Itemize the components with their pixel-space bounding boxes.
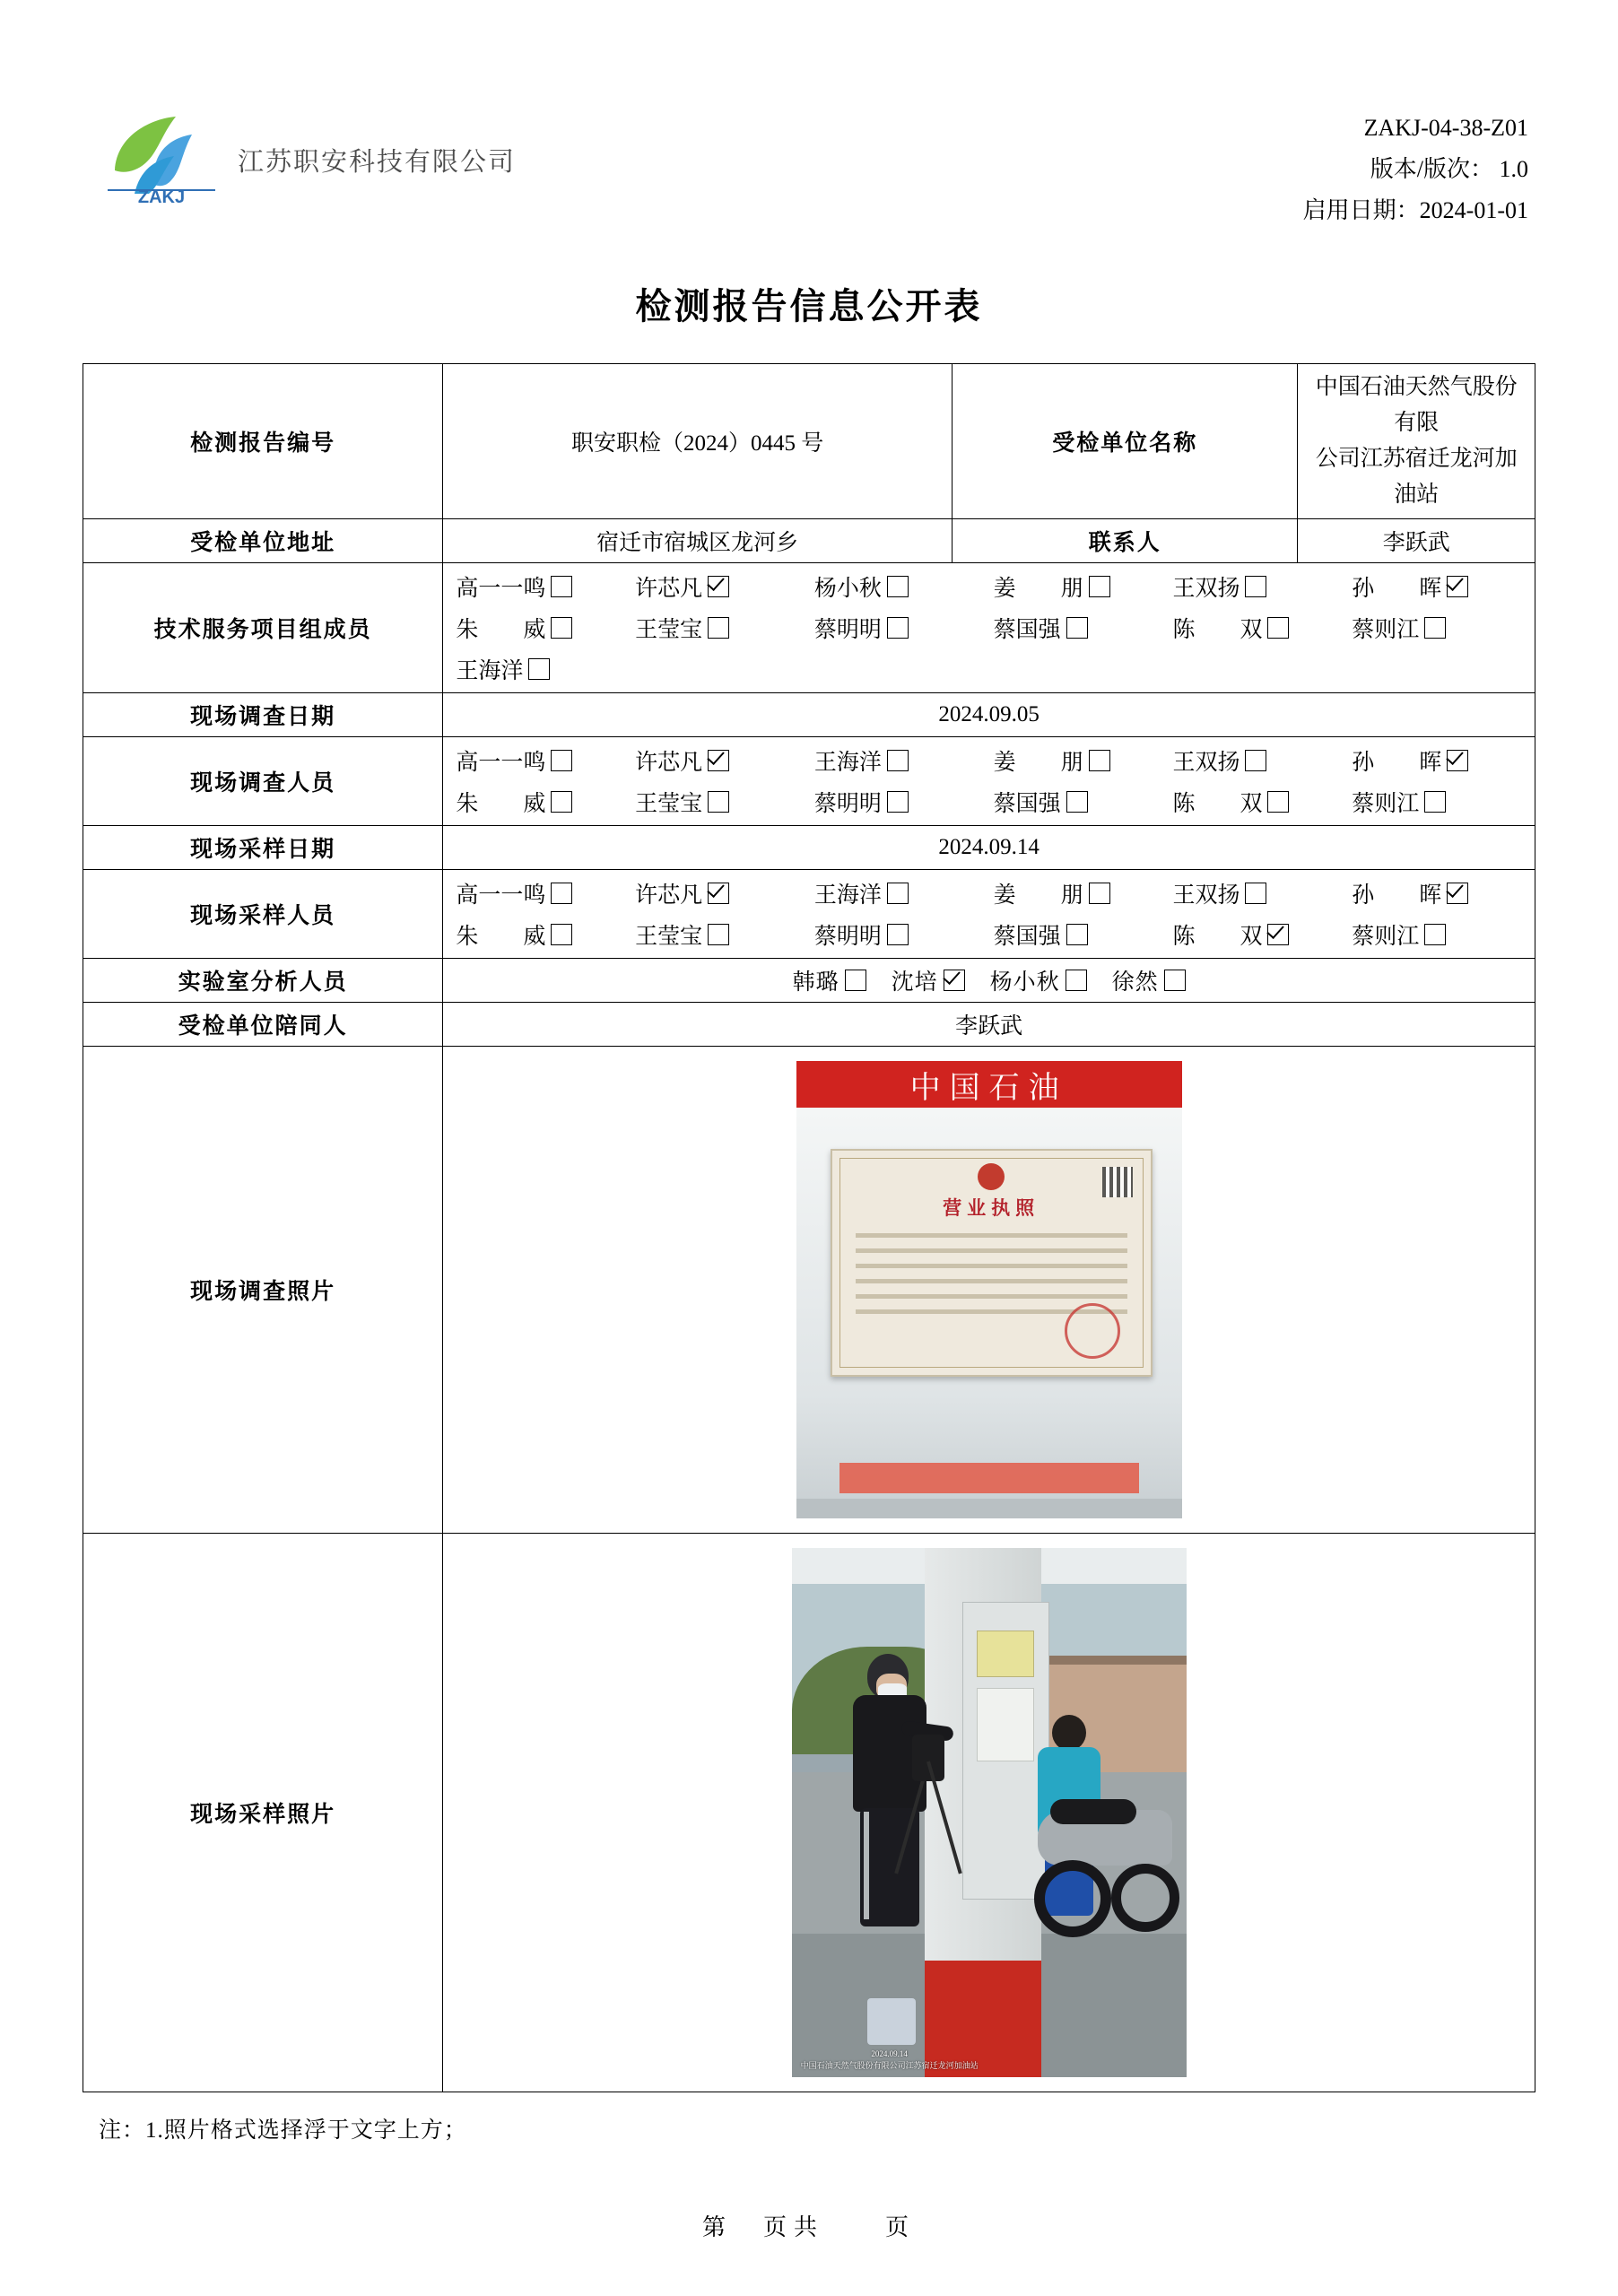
staff-name: 徐然 bbox=[1111, 970, 1159, 995]
staff-name: 蔡国强 bbox=[993, 792, 1061, 816]
contact-label: 联系人 bbox=[953, 519, 1298, 563]
checkbox-icon[interactable] bbox=[887, 883, 909, 904]
checkbox-icon[interactable] bbox=[528, 658, 550, 680]
staff-name: 蔡明明 bbox=[813, 925, 882, 949]
checkbox-checked-icon[interactable] bbox=[708, 576, 729, 597]
staff-name: 蔡则江 bbox=[1352, 925, 1420, 949]
staff-checkbox-item[interactable] bbox=[456, 612, 635, 644]
staff-name: 王莹宝 bbox=[635, 618, 703, 642]
motorcycle bbox=[1029, 1788, 1181, 1941]
team-members-grid bbox=[443, 563, 1535, 692]
checkbox-icon[interactable] bbox=[708, 924, 729, 945]
staff-checkbox-item[interactable] bbox=[1352, 612, 1531, 644]
survey-staff-cell bbox=[443, 737, 1535, 826]
client-name-value bbox=[1298, 364, 1535, 519]
checkbox-icon[interactable] bbox=[551, 924, 572, 945]
survey-date-value: 2024.09.05 bbox=[443, 693, 1535, 737]
client-name-line1: 中国石油天然气股份有限 bbox=[1315, 375, 1518, 435]
staff-checkbox-item[interactable] bbox=[456, 918, 635, 951]
photo-timestamp-date: 2024.09.14 bbox=[871, 2049, 908, 2058]
checkbox-icon[interactable] bbox=[1245, 576, 1266, 597]
report-no-label: 检测报告编号 bbox=[83, 364, 443, 519]
photo-timestamp bbox=[801, 2048, 979, 2072]
staff-checkbox-item[interactable] bbox=[635, 570, 814, 603]
sampling-photo-label: 现场采样照片 bbox=[83, 1534, 443, 2092]
page-title: 检测报告信息公开表 bbox=[635, 287, 983, 326]
staff-name: 高一一鸣 bbox=[456, 577, 546, 601]
staff-checkbox-item[interactable] bbox=[814, 877, 994, 909]
checkbox-icon[interactable] bbox=[887, 576, 909, 597]
staff-name: 王双扬 bbox=[1172, 751, 1240, 775]
staff-checkbox-item[interactable] bbox=[1352, 570, 1531, 603]
staff-name: 蔡明明 bbox=[813, 618, 882, 642]
staff-checkbox-item[interactable] bbox=[994, 612, 1173, 644]
staff-name: 孙 晖 bbox=[1352, 751, 1442, 775]
staff-name: 朱 威 bbox=[456, 792, 546, 816]
team-label: 技术服务项目组成员 bbox=[83, 563, 443, 693]
staff-name: 姜 朋 bbox=[993, 883, 1083, 908]
staff-checkbox-item[interactable] bbox=[635, 918, 814, 951]
staff-name: 朱 威 bbox=[456, 618, 546, 642]
staff-checkbox-item[interactable] bbox=[635, 877, 814, 909]
client-address-value: 宿迁市宿城区龙河乡 bbox=[443, 519, 953, 563]
checkbox-checked-icon[interactable] bbox=[944, 970, 965, 991]
staff-checkbox-item[interactable] bbox=[814, 918, 994, 951]
staff-name: 许芯凡 bbox=[635, 751, 703, 775]
page-header bbox=[90, 108, 1528, 224]
checkbox-icon[interactable] bbox=[1424, 924, 1446, 945]
staff-name: 陈 双 bbox=[1172, 925, 1263, 949]
checkbox-icon[interactable] bbox=[887, 617, 909, 639]
checkbox-icon[interactable] bbox=[551, 576, 572, 597]
staff-checkbox-item[interactable] bbox=[456, 744, 635, 777]
footnote: 注：1.照片格式选择浮于文字上方； bbox=[99, 2118, 467, 2143]
checkbox-icon[interactable] bbox=[1066, 924, 1088, 945]
contact-value: 李跃武 bbox=[1298, 519, 1535, 563]
staff-checkbox-item[interactable] bbox=[456, 877, 635, 909]
staff-checkbox-item[interactable] bbox=[1172, 612, 1352, 644]
staff-name: 朱 威 bbox=[456, 925, 546, 949]
staff-name: 王海洋 bbox=[813, 751, 882, 775]
sampling-tripod bbox=[898, 1738, 961, 1882]
staff-name: 王双扬 bbox=[1172, 883, 1240, 908]
staff-checkbox-item[interactable] bbox=[892, 970, 965, 995]
page-number: 第 页共 页 bbox=[701, 2214, 916, 2240]
staff-name: 杨小秋 bbox=[989, 970, 1060, 995]
staff-name: 蔡明明 bbox=[813, 792, 882, 816]
lab-staff-list bbox=[450, 964, 1527, 996]
checkbox-icon[interactable] bbox=[1164, 970, 1186, 991]
checkbox-icon[interactable] bbox=[551, 883, 572, 904]
staff-name: 孙 晖 bbox=[1352, 577, 1442, 601]
staff-name: 姜 朋 bbox=[993, 751, 1083, 775]
staff-name: 蔡国强 bbox=[993, 925, 1061, 949]
checkbox-icon[interactable] bbox=[708, 617, 729, 639]
table-row bbox=[83, 1534, 1535, 2092]
brand-text: 中国石油 bbox=[909, 1071, 1068, 1105]
staff-checkbox-item[interactable] bbox=[456, 570, 635, 603]
staff-name: 高一一鸣 bbox=[456, 883, 546, 908]
staff-checkbox-item[interactable] bbox=[994, 918, 1173, 951]
survey-photo-cell bbox=[443, 1047, 1535, 1534]
sampling-photo-cell bbox=[443, 1534, 1535, 2092]
checkbox-icon[interactable] bbox=[1267, 617, 1289, 639]
staff-checkbox-item[interactable] bbox=[456, 786, 635, 818]
company-logo bbox=[99, 108, 233, 224]
escort-value: 李跃武 bbox=[443, 1003, 1535, 1047]
qr-code-icon bbox=[1102, 1167, 1133, 1197]
staff-name: 姜 朋 bbox=[993, 577, 1083, 601]
report-no-value: 职安职检（2024）0445 号 bbox=[443, 364, 953, 519]
staff-checkbox-item[interactable] bbox=[1352, 918, 1531, 951]
checkbox-icon[interactable] bbox=[1066, 617, 1088, 639]
checkbox-checked-icon[interactable] bbox=[1447, 750, 1468, 771]
staff-checkbox-item[interactable] bbox=[1172, 786, 1352, 818]
staff-checkbox-item[interactable] bbox=[456, 653, 635, 685]
staff-name: 许芯凡 bbox=[635, 883, 703, 908]
photo-timestamp-location: 中国石油天然气股份有限公司江苏宿迁龙河加油站 bbox=[800, 2061, 979, 2070]
checkbox-icon[interactable] bbox=[1245, 750, 1266, 771]
survey-date-label: 现场调查日期 bbox=[83, 693, 443, 737]
staff-checkbox-item[interactable] bbox=[635, 786, 814, 818]
staff-checkbox-item[interactable] bbox=[1172, 744, 1352, 777]
table-row bbox=[83, 1003, 1535, 1047]
sampling-staff-grid bbox=[443, 870, 1535, 958]
checkbox-icon[interactable] bbox=[1089, 750, 1110, 771]
lab-staff-cell bbox=[443, 959, 1535, 1003]
staff-name: 王海洋 bbox=[813, 883, 882, 908]
staff-checkbox-item[interactable] bbox=[1172, 570, 1352, 603]
table-row bbox=[83, 959, 1535, 1003]
survey-photo-image bbox=[796, 1061, 1182, 1518]
checkbox-icon[interactable] bbox=[1089, 883, 1110, 904]
staff-name: 杨小秋 bbox=[813, 577, 882, 601]
staff-name: 许芯凡 bbox=[635, 577, 703, 601]
company-name: 江苏职安科技有限公司 bbox=[238, 148, 517, 177]
sampling-photo-image bbox=[792, 1548, 1187, 2077]
sampler-device bbox=[912, 1735, 944, 1781]
staff-name: 陈 双 bbox=[1172, 618, 1263, 642]
checkbox-icon[interactable] bbox=[1424, 791, 1446, 813]
staff-checkbox-item[interactable] bbox=[1172, 877, 1352, 909]
checkbox-icon[interactable] bbox=[1245, 883, 1266, 904]
staff-name: 蔡国强 bbox=[993, 618, 1061, 642]
checkbox-checked-icon[interactable] bbox=[1267, 924, 1289, 945]
sampling-staff-cell bbox=[443, 870, 1535, 959]
table-row bbox=[83, 870, 1535, 959]
staff-name: 高一一鸣 bbox=[456, 751, 546, 775]
doc-code: ZAKJ-04-38-Z01 bbox=[1363, 115, 1528, 141]
staff-checkbox-item[interactable] bbox=[994, 877, 1173, 909]
team-members-cell bbox=[443, 563, 1535, 693]
staff-name: 陈 双 bbox=[1172, 792, 1263, 816]
client-address-label: 受检单位地址 bbox=[83, 519, 443, 563]
staff-checkbox-item[interactable] bbox=[994, 786, 1173, 818]
checkbox-icon[interactable] bbox=[887, 924, 909, 945]
escort-label: 受检单位陪同人 bbox=[83, 1003, 443, 1047]
red-seal-icon bbox=[1065, 1303, 1120, 1359]
doc-version: 版本/版次： 1.0 bbox=[1370, 156, 1528, 182]
lab-staff-label: 实验室分析人员 bbox=[83, 959, 443, 1003]
svg-text:ZAKJ: ZAKJ bbox=[137, 187, 186, 206]
staff-name: 王双扬 bbox=[1172, 577, 1240, 601]
staff-checkbox-item[interactable] bbox=[1352, 744, 1531, 777]
client-name-line2: 公司江苏宿迁龙河加油站 bbox=[1315, 447, 1518, 507]
staff-name: 王莹宝 bbox=[635, 792, 703, 816]
table-row bbox=[83, 737, 1535, 826]
logo-icon bbox=[99, 108, 224, 206]
staff-checkbox-item[interactable] bbox=[814, 570, 994, 603]
staff-checkbox-item[interactable] bbox=[814, 744, 994, 777]
table-row bbox=[83, 519, 1535, 563]
staff-checkbox-item[interactable] bbox=[1172, 918, 1352, 951]
staff-name: 孙 晖 bbox=[1352, 883, 1442, 908]
staff-name: 蔡则江 bbox=[1352, 618, 1420, 642]
checkbox-icon[interactable] bbox=[551, 750, 572, 771]
staff-checkbox-item[interactable] bbox=[994, 570, 1173, 603]
checkbox-checked-icon[interactable] bbox=[1447, 576, 1468, 597]
sampling-staff-label: 现场采样人员 bbox=[83, 870, 443, 959]
sampling-date-label: 现场采样日期 bbox=[83, 826, 443, 870]
staff-name: 王莹宝 bbox=[635, 925, 703, 949]
checkbox-icon[interactable] bbox=[1267, 791, 1289, 813]
survey-staff-grid bbox=[443, 737, 1535, 825]
checkbox-icon[interactable] bbox=[551, 617, 572, 639]
survey-staff-label: 现场调查人员 bbox=[83, 737, 443, 826]
checkbox-icon[interactable] bbox=[845, 970, 866, 991]
checkbox-checked-icon[interactable] bbox=[708, 883, 729, 904]
report-info-table bbox=[83, 363, 1535, 2092]
effective-date: 启用日期：2024-01-01 bbox=[1302, 197, 1528, 223]
checkbox-icon[interactable] bbox=[887, 750, 909, 771]
checkbox-checked-icon[interactable] bbox=[708, 750, 729, 771]
checkbox-icon[interactable] bbox=[551, 791, 572, 813]
staff-checkbox-item[interactable] bbox=[1352, 877, 1531, 909]
table-row bbox=[83, 1047, 1535, 1534]
staff-checkbox-item[interactable] bbox=[635, 612, 814, 644]
checkbox-checked-icon[interactable] bbox=[1447, 883, 1468, 904]
staff-checkbox-item[interactable] bbox=[994, 744, 1173, 777]
checkbox-icon[interactable] bbox=[1066, 791, 1088, 813]
staff-name: 蔡则江 bbox=[1352, 792, 1420, 816]
client-name-label: 受检单位名称 bbox=[953, 364, 1298, 519]
certificate-title: 营业执照 bbox=[943, 1197, 1040, 1219]
staff-name: 沈培 bbox=[891, 970, 938, 995]
table-row bbox=[83, 563, 1535, 693]
staff-checkbox-item[interactable] bbox=[814, 612, 994, 644]
staff-checkbox-item[interactable] bbox=[990, 970, 1087, 995]
staff-name: 韩璐 bbox=[792, 970, 839, 995]
table-row bbox=[83, 826, 1535, 870]
checkbox-icon[interactable] bbox=[1066, 970, 1087, 991]
staff-checkbox-item[interactable] bbox=[635, 744, 814, 777]
table-row bbox=[83, 693, 1535, 737]
national-emblem-icon bbox=[978, 1163, 1005, 1190]
staff-checkbox-item[interactable] bbox=[814, 786, 994, 818]
checkbox-icon[interactable] bbox=[1089, 576, 1110, 597]
staff-checkbox-item[interactable] bbox=[1112, 970, 1186, 995]
sampling-date-value: 2024.09.14 bbox=[443, 826, 1535, 870]
checkbox-icon[interactable] bbox=[887, 791, 909, 813]
staff-name: 王海洋 bbox=[456, 659, 524, 683]
staff-checkbox-item[interactable] bbox=[793, 970, 866, 995]
staff-checkbox-item[interactable] bbox=[1352, 786, 1531, 818]
checkbox-icon[interactable] bbox=[1424, 617, 1446, 639]
business-license-board bbox=[831, 1149, 1153, 1377]
survey-photo-label: 现场调查照片 bbox=[83, 1047, 443, 1534]
table-row bbox=[83, 364, 1535, 519]
header-meta bbox=[1303, 108, 1528, 231]
checkbox-icon[interactable] bbox=[708, 791, 729, 813]
